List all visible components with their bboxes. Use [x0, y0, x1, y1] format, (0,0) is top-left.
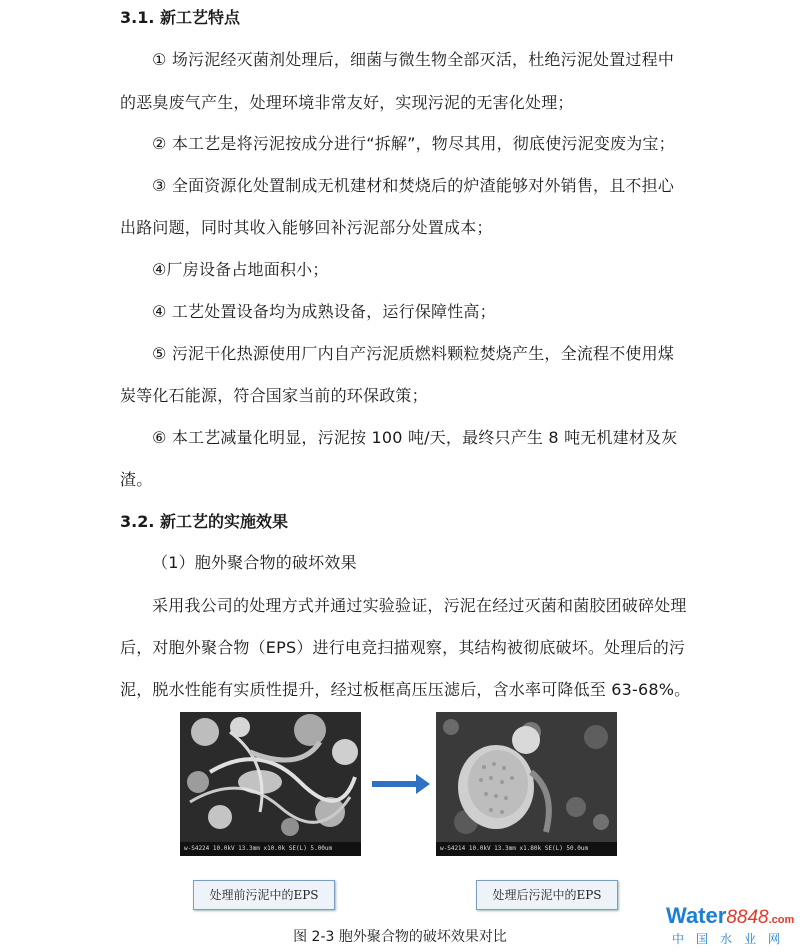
- sem-info-bar-after: w-S4214 10.0kV 13.3mm x1.80k SE(L) 50.0um: [436, 842, 617, 856]
- paragraph-line: 炭等化石能源，符合国家当前的环保政策；: [120, 386, 428, 405]
- caption-after: 处理后污泥中的EPS: [476, 880, 618, 910]
- caption-before: 处理前污泥中的EPS: [193, 880, 335, 910]
- paragraph-line: 泥，脱水性能有实质性提升，经过板框高压压滤后，含水率可降低至 63-68%。: [120, 680, 691, 699]
- sem-texture-before: [180, 712, 361, 842]
- watermark-subtitle: 中国水业网: [672, 932, 793, 946]
- sem-image-before: [180, 712, 361, 856]
- section-3-1-title: 3.1. 新工艺特点: [120, 8, 240, 27]
- paragraph-line: 出路问题，同时其收入能够回补污泥部分处置成本；: [120, 218, 493, 237]
- paragraph-line: 的恶臭废气产生，处理环境非常友好，实现污泥的无害化处理；: [120, 93, 574, 112]
- paragraph-line: 采用我公司的处理方式并通过实验验证，污泥在经过灭菌和菌胶团破碎处理: [152, 596, 687, 615]
- paragraph-line: ① 场污泥经灭菌剂处理后，细菌与微生物全部灭活，杜绝污泥处置过程中: [152, 50, 675, 69]
- watermark-brand: Water8848.com: [666, 903, 795, 928]
- paragraph-line: ⑥ 本工艺减量化明显，污泥按 100 吨/天，最终只产生 8 吨无机建材及灰: [152, 428, 678, 447]
- section-3-2-title: 3.2. 新工艺的实施效果: [120, 512, 288, 531]
- paragraph-line: ④厂房设备占地面积小；: [152, 260, 329, 279]
- figure-caption: 图 2-3 胞外聚合物的破坏效果对比: [293, 929, 507, 945]
- sem-info-bar-before: w-S4224 10.0kV 13.3mm x10.0k SE(L) 5.00um: [180, 842, 361, 856]
- subsection-title: （1）胞外聚合物的破坏效果: [152, 553, 357, 572]
- paragraph-line: 后，对胞外聚合物（EPS）进行电竞扫描观察，其结构被彻底破坏。处理后的污: [120, 638, 686, 657]
- arrow-right-icon: [372, 774, 430, 794]
- sem-image-after: [436, 712, 617, 856]
- paragraph-line: ③ 全面资源化处置制成无机建材和焚烧后的炉渣能够对外销售，且不担心: [152, 176, 675, 195]
- paragraph-line: 渣。: [120, 470, 153, 489]
- sem-texture-after: [436, 712, 617, 842]
- watermark-logo: [666, 904, 796, 946]
- paragraph-line: ④ 工艺处置设备均为成熟设备，运行保障性高；: [152, 302, 496, 321]
- paragraph-line: ⑤ 污泥干化热源使用厂内自产污泥质燃料颗粒焚烧产生，全流程不使用煤: [152, 344, 675, 363]
- paragraph-line: ② 本工艺是将污泥按成分进行“拆解”，物尽其用，彻底使污泥变废为宝；: [152, 134, 675, 153]
